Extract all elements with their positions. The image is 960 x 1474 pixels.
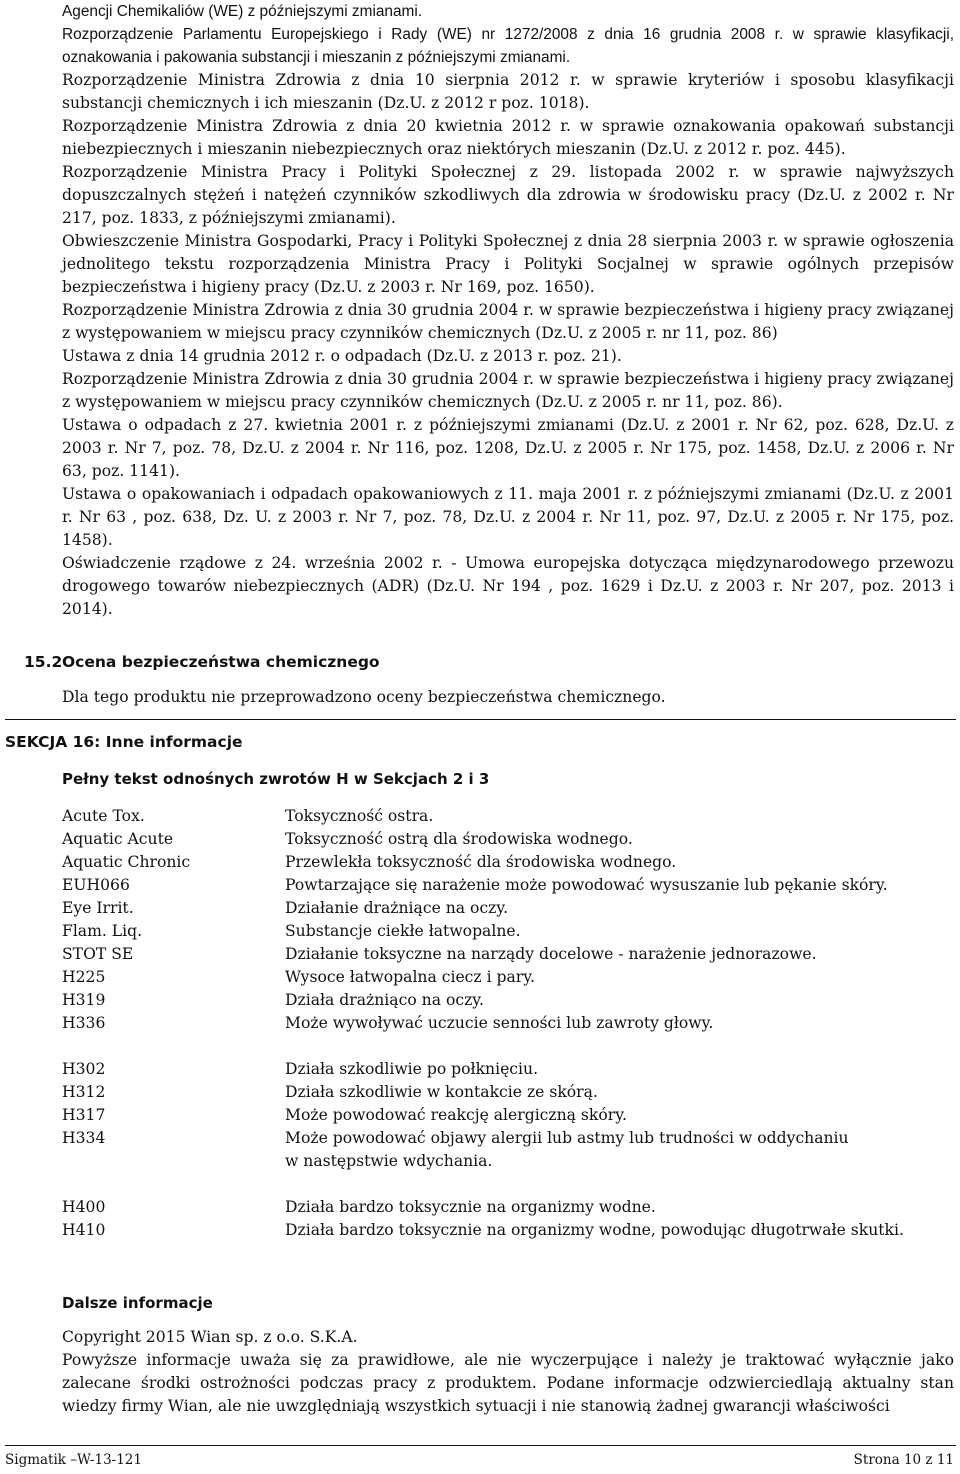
further-information-title: Dalsze informacje: [62, 1294, 213, 1312]
h-statement-code: H312: [62, 1083, 106, 1101]
disclaimer-text: Powyższe informacje uważa się za prawidłowe, ale nie wyczerpujące i należy je traktować wyłącznie jako zalecane środki ostrożności podczas pracy z produktem. Podane informacje odzwierciedlają aktualny stan wiedzy firmy Wian, ale nie uwzględniają wszystkich sytuacji i nie stanowią żadnej gwarancji właściwości: [62, 1351, 954, 1415]
footer-document-id: Sigmatik –W-13-121: [5, 1452, 142, 1468]
h-statement-description: [285, 989, 952, 1012]
h-statement-row: [62, 1104, 952, 1127]
legal-reference: Rozporządzenie Ministra Zdrowia z dnia 30 grudnia 2004 r. w sprawie bezpieczeństwa i higieny pracy związanej z występowaniem w miejscu pracy czynników chemicznych (Dz.U. z 2005 r. nr 11, poz. 86).: [62, 370, 954, 411]
h-statement-row: [62, 1081, 952, 1104]
h-statement-code: H319: [62, 991, 106, 1009]
h-statement-description: [285, 828, 952, 851]
h-statement-text: Toksyczność ostrą dla środowiska wodnego.: [285, 830, 633, 848]
h-statement-text: Działa bardzo toksycznie na organizmy wodne, powodując długotrwałe skutki.: [285, 1221, 904, 1239]
h-statement-text: Wysoce łatwopalna ciecz i pary.: [285, 968, 535, 986]
h-statement-row: [62, 966, 952, 989]
h-statements-title: Pełny tekst odnośnych zwrotów H w Sekcjach 2 i 3: [62, 770, 490, 788]
h-statement-row: [62, 1058, 952, 1081]
h-statement-text: Może powodować reakcję alergiczną skóry.: [285, 1106, 627, 1124]
legal-references: [62, 0, 954, 621]
group-spacer: [62, 1173, 952, 1196]
legal-reference: Obwieszczenie Ministra Gospodarki, Pracy i Polityki Społecznej z dnia 28 sierpnia 2003 r. w sprawie ogłoszenia jednolitego tekstu rozporządzenia Ministra Pracy i Polityki Socjalnej w sprawie ogólnych przepisów bezpieczeństwa i higieny pracy (Dz.U. z 2003 r. Nr 169, poz. 1650).: [62, 232, 954, 296]
legal-reference: Rozporządzenie Ministra Zdrowia z dnia 30 grudnia 2004 r. w sprawie bezpieczeństwa i higieny pracy związanej z występowaniem w miejscu pracy czynników chemicznych (Dz.U. z 2005 r. nr 11, poz. 86): [62, 301, 954, 342]
h-statement-text: Działanie drażniące na oczy.: [285, 899, 509, 917]
h-statement-row: [62, 805, 952, 828]
legal-reference: Ustawa o odpadach z 27. kwietnia 2001 r. z późniejszymi zmianami (Dz.U. z 2001 r. Nr 62, poz. 628, Dz.U. z 2003 r. Nr 7, poz. 78, Dz.U. z 2004 r. Nr 116, poz. 1208, Dz.U. z 2005 r. Nr 175, poz. 1458, Dz.U. z 2006 r. Nr 63, poz. 1141).: [62, 416, 954, 480]
section-divider: [5, 719, 956, 720]
h-statement-text: Substancje ciekłe łatwopalne.: [285, 922, 521, 940]
h-statement-code: H225: [62, 968, 106, 986]
h-statement-code: H334: [62, 1129, 106, 1147]
h-statement-text: Może wywoływać uczucie senności lub zawroty głowy.: [285, 1014, 714, 1032]
h-statement-description: [285, 1012, 952, 1035]
h-statement-row: [62, 1219, 952, 1242]
h-statement-code: STOT SE: [62, 945, 134, 963]
h-statement-row: [62, 897, 952, 920]
h-statement-description: [285, 897, 952, 920]
h-statement-description: [285, 966, 952, 989]
h-statement-description: [285, 874, 952, 897]
h-statement-code: Eye Irrit.: [62, 899, 134, 917]
h-statement-description: [285, 943, 952, 966]
h-statement-code: H410: [62, 1221, 106, 1239]
further-information: [62, 1326, 954, 1418]
h-statement-text: Może powodować objawy alergii lub astmy lub trudności w oddychaniu: [285, 1129, 849, 1147]
h-statement-row: [62, 920, 952, 943]
group-spacer: [62, 1035, 952, 1058]
h-statement-text: Działanie toksyczne na narządy docelowe - narażenie jednorazowe.: [285, 945, 817, 963]
h-statement-row: [62, 851, 952, 874]
h-statement-row: [62, 989, 952, 1012]
h-statement-code: Acute Tox.: [62, 807, 145, 825]
section-16-title: SEKCJA 16: Inne informacje: [5, 733, 243, 751]
h-statement-text: Działa drażniąco na oczy.: [285, 991, 484, 1009]
h-statement-description: [285, 1127, 952, 1173]
h-statement-code: H336: [62, 1014, 106, 1032]
h-statement-code: EUH066: [62, 876, 130, 894]
h-statement-row: [62, 943, 952, 966]
legal-reference: Ustawa z dnia 14 grudnia 2012 r. o odpadach (Dz.U. z 2013 r. poz. 21).: [62, 347, 622, 365]
footer-page-number: Strona 10 z 11: [853, 1452, 954, 1468]
subsection-heading: [24, 653, 380, 671]
subsection-title: Ocena bezpieczeństwa chemicznego: [62, 653, 380, 671]
h-statement-code: Aquatic Chronic: [62, 853, 191, 871]
h-statement-code: Flam. Liq.: [62, 922, 143, 940]
h-statement-row: [62, 1012, 952, 1035]
legal-reference: Rozporządzenie Ministra Pracy i Polityki Społecznej z 29. listopada 2002 r. w sprawie najwyższych dopuszczalnych stężeń i natężeń czynników szkodliwych dla zdrowia w środowisku pracy (Dz.U. z 2002 r. Nr 217, poz. 1833, z późniejszymi zmianami).: [62, 163, 954, 227]
h-statement-description: [285, 1219, 952, 1242]
h-statement-text: Działa bardzo toksycznie na organizmy wodne.: [285, 1198, 656, 1216]
legal-reference: Rozporządzenie Ministra Zdrowia z dnia 10 sierpnia 2012 r. w sprawie kryteriów i sposobu klasyfikacji substancji chemicznych i ich mieszanin (Dz.U. z 2012 r poz. 1018).: [62, 71, 954, 112]
h-statements-list: [62, 805, 952, 1242]
h-statement-row: [62, 1127, 952, 1173]
h-statement-code: H317: [62, 1106, 106, 1124]
subsection-number: 15.2: [24, 653, 63, 671]
h-statement-description: [285, 851, 952, 874]
h-statement-code: H302: [62, 1060, 106, 1078]
h-statement-description: [285, 805, 952, 828]
copyright-text: Copyright 2015 Wian sp. z o.o. S.K.A.: [62, 1328, 358, 1346]
h-statement-description: [285, 1081, 952, 1104]
legal-reference: Rozporządzenie Ministra Zdrowia z dnia 20 kwietnia 2012 r. w sprawie oznakowania opakowań substancji niebezpiecznych i mieszanin niebezpiecznych oraz niektórych mieszanin (Dz.U. z 2012 r. poz. 445).: [62, 117, 954, 158]
h-statement-text: Działa szkodliwie w kontakcie ze skórą.: [285, 1083, 598, 1101]
h-statement-row: [62, 874, 952, 897]
h-statement-description: [285, 920, 952, 943]
h-statement-row: [62, 1196, 952, 1219]
h-statement-text-continued: w następstwie wdychania.: [285, 1152, 493, 1170]
h-statement-description: [285, 1196, 952, 1219]
h-statement-row: [62, 828, 952, 851]
legal-reference: Oświadczenie rządowe z 24. września 2002 r. - Umowa europejska dotycząca międzynarodowego przewozu drogowego towarów niebezpiecznych (ADR) (Dz.U. Nr 194 , poz. 1629 i Dz.U. z 2003 r. Nr 207, poz. 2013 i 2014).: [62, 554, 954, 618]
chemical-safety-assessment-text: Dla tego produktu nie przeprowadzono oceny bezpieczeństwa chemicznego.: [62, 688, 666, 706]
legal-reference: Ustawa o opakowaniach i odpadach opakowaniowych z 11. maja 2001 r. z późniejszymi zmianami (Dz.U. z 2001 r. Nr 63 , poz. 638, Dz. U. z 2003 r. Nr 7, poz. 78, Dz.U. z 2004 r. Nr 11, poz. 97, Dz.U. z 2005 r. Nr 175, poz. 1458).: [62, 485, 954, 549]
h-statement-description: [285, 1104, 952, 1127]
h-statement-code: Aquatic Acute: [62, 830, 174, 848]
h-statement-text: Przewlekła toksyczność dla środowiska wodnego.: [285, 853, 677, 871]
h-statement-text: Toksyczność ostra.: [285, 807, 434, 825]
h-statement-description: [285, 1058, 952, 1081]
h-statement-text: Powtarzające się narażenie może powodować wysuszanie lub pękanie skóry.: [285, 876, 888, 894]
legal-reference: Agencji Chemikaliów (WE) z późniejszymi zmianami.: [62, 3, 423, 20]
h-statement-text: Działa szkodliwie po połknięciu.: [285, 1060, 539, 1078]
legal-reference: Rozporządzenie Parlamentu Europejskiego i Rady (WE) nr 1272/2008 z dnia 16 grudnia 2008 r. w sprawie klasyfikacji, oznakowania i pakowania substancji i mieszanin z późniejszymi zmianami.: [62, 26, 954, 66]
footer-divider: [5, 1445, 956, 1446]
h-statement-code: H400: [62, 1198, 106, 1216]
